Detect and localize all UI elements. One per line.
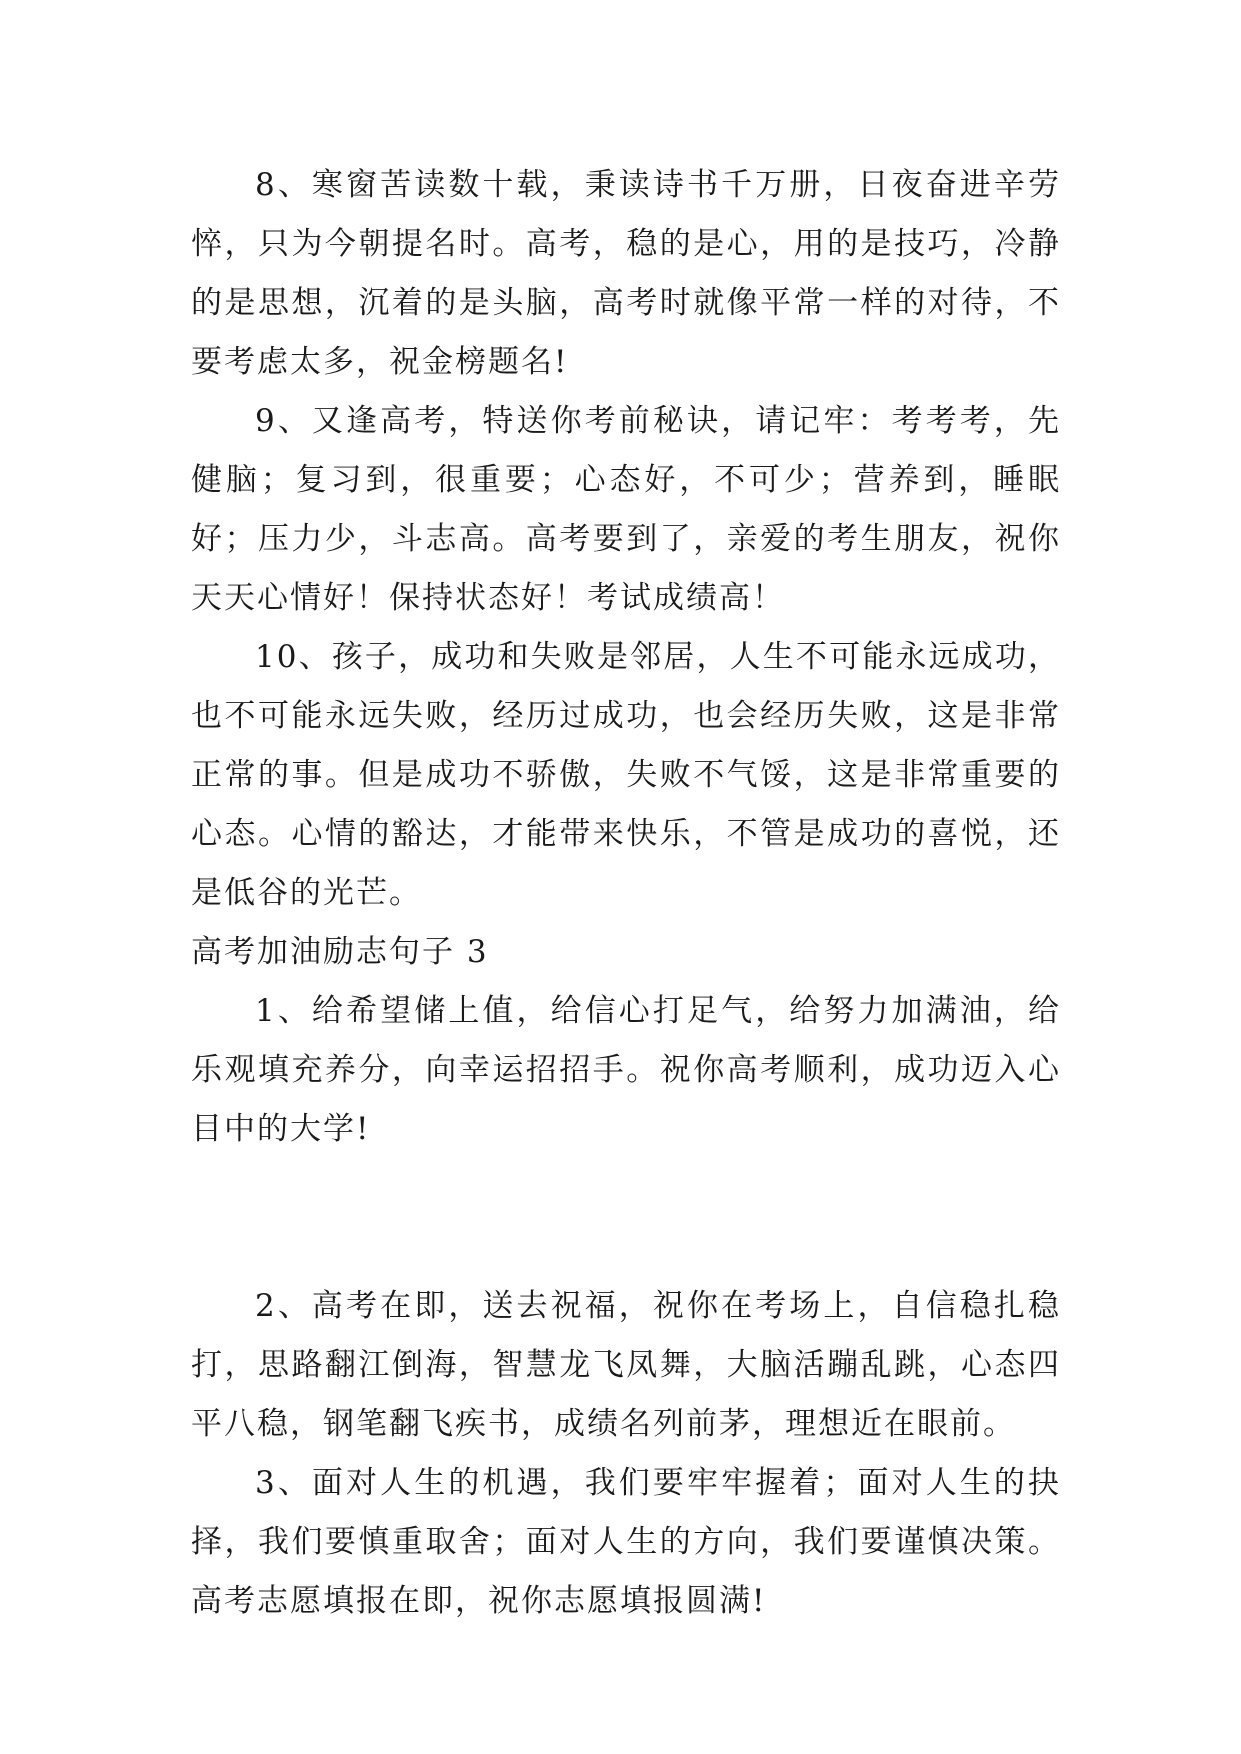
paragraph-item-9: 9、又逢高考，特送你考前秘诀，请记牢：考考考，先健脑；复习到，很重要；心态好，不可少；营养到，睡眠好；压力少，斗志高。高考要到了，亲爱的考生朋友，祝你天天心情好！保持状态好！考试成绩高！ bbox=[191, 403, 1061, 616]
paragraph-item-10: 10、孩子，成功和失败是邻居，人生不可能永远成功，也不可能永远失败，经历过成功，也会经历失败，这是非常正常的事。但是成功不骄傲，失败不气馁，这是非常重要的心态。心情的豁达，才能带来快乐，不管是成功的喜悦，还是低谷的光芒。 bbox=[191, 639, 1061, 911]
paragraph-item-2: 2、高考在即，送去祝福，祝你在考场上，自信稳扎稳打，思路翻江倒海，智慧龙飞凤舞，大脑活蹦乱跳，心态四平八稳，钢笔翻飞疾书，成绩名列前茅，理想近在眼前。 bbox=[191, 1288, 1061, 1442]
document-body bbox=[191, 156, 1061, 1631]
blank-gap bbox=[191, 1159, 1061, 1277]
paragraph-item-1: 1、给希望储上值，给信心打足气，给努力加满油，给乐观填充养分，向幸运招招手。祝你高考顺利，成功迈入心目中的大学! bbox=[191, 993, 1061, 1147]
paragraph-item-8: 8、寒窗苦读数十载，秉读诗书千万册，日夜奋进辛劳悴，只为今朝提名时。高考，稳的是心，用的是技巧，冷静的是思想，沉着的是头脑，高考时就像平常一样的对待，不要考虑太多，祝金榜题名! bbox=[191, 167, 1061, 380]
section-heading: 高考加油励志句子 3 bbox=[191, 934, 489, 970]
paragraph-item-3: 3、面对人生的机遇，我们要牢牢握着；面对人生的抉择，我们要慎重取舍；面对人生的方向，我们要谨慎决策。高考志愿填报在即，祝你志愿填报圆满! bbox=[191, 1465, 1061, 1619]
